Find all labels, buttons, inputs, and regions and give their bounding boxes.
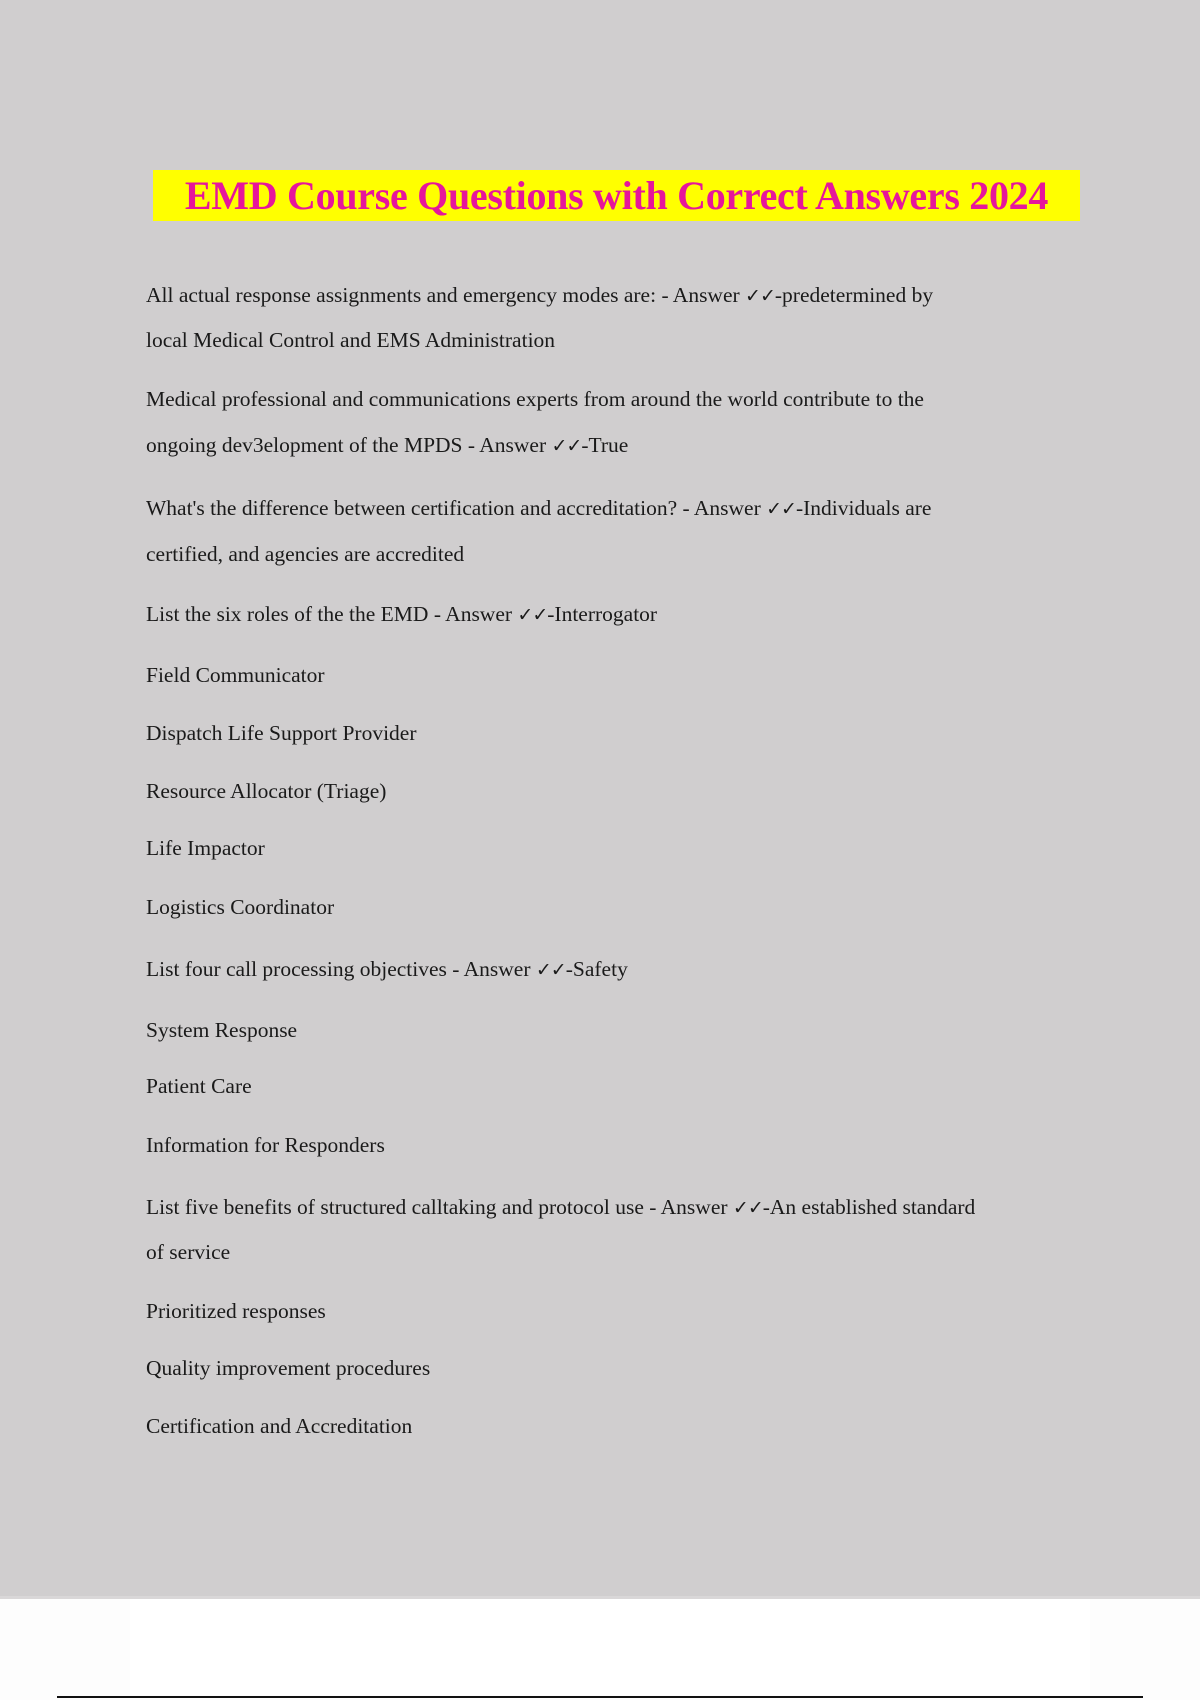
answer-text: -Safety (565, 957, 628, 981)
answer-text: -Interrogator (547, 602, 658, 626)
answer-text: local Medical Control and EMS Administration (146, 328, 556, 352)
question-text: List the six roles of the the EMD - Answer (146, 602, 518, 626)
question-text: List five benefits of structured calltaking and protocol use - Answer (146, 1195, 733, 1219)
answer-item (146, 1016, 297, 1044)
question-line (146, 281, 933, 309)
double-check-icon: ✓✓ (745, 285, 775, 307)
answer-line (146, 1238, 230, 1266)
answer-text: System Response (146, 1018, 298, 1042)
answer-text: Prioritized responses (146, 1299, 326, 1323)
answer-item (146, 893, 334, 921)
answer-text: -True (581, 433, 629, 457)
double-check-icon: ✓✓ (535, 959, 566, 981)
answer-text: Resource Allocator (Triage) (146, 779, 387, 803)
question-line (146, 1193, 975, 1221)
double-check-icon: ✓✓ (732, 1197, 763, 1219)
answer-text: -An established standard (762, 1195, 976, 1219)
answer-text: of service (146, 1240, 231, 1264)
question-text: All actual response assignments and emergency modes are: - Answer (146, 283, 746, 307)
answer-line (146, 326, 555, 354)
answer-text: Life Impactor (146, 836, 265, 860)
question-line (146, 385, 924, 413)
double-check-icon: ✓✓ (517, 604, 548, 626)
page-title: EMD Course Questions with Correct Answers 2024 (184, 173, 1049, 218)
answer-item (146, 1131, 385, 1159)
answer-item (146, 834, 265, 862)
answer-text: Certification and Accreditation (146, 1414, 413, 1438)
question-line (146, 494, 931, 522)
answer-text: -Individuals are (795, 496, 932, 520)
question-text: What's the difference between certification and accreditation? - Answer (146, 496, 767, 520)
answer-text: Patient Care (146, 1074, 252, 1098)
answer-item (146, 1072, 252, 1100)
question-text: Medical professional and communications experts from around the world contribute to the (146, 387, 924, 411)
answer-item (146, 1412, 412, 1440)
answer-text: Information for Responders (146, 1133, 385, 1157)
answer-text: certified, and agencies are accredited (146, 542, 465, 566)
answer-text: Dispatch Life Support Provider (146, 721, 417, 745)
answer-item (146, 719, 417, 747)
question-text: List four call processing objectives - Answer (146, 957, 536, 981)
answer-item (146, 661, 325, 689)
answer-line (146, 540, 464, 568)
footer-divider (57, 1696, 1143, 1698)
answer-text: Quality improvement procedures (146, 1356, 431, 1380)
answer-item (146, 1297, 326, 1325)
question-line (146, 431, 628, 459)
question-line (146, 600, 657, 628)
answer-item (146, 1354, 430, 1382)
question-text: ongoing dev3elopment of the MPDS - Answer (146, 433, 552, 457)
question-line (146, 955, 628, 983)
double-check-icon: ✓✓ (551, 435, 582, 457)
answer-text: Logistics Coordinator (146, 895, 335, 919)
footer-area (130, 1599, 1090, 1695)
double-check-icon: ✓✓ (766, 498, 796, 520)
answer-item (146, 777, 386, 805)
answer-text: -predetermined by (774, 283, 934, 307)
answer-text: Field Communicator (146, 663, 325, 687)
